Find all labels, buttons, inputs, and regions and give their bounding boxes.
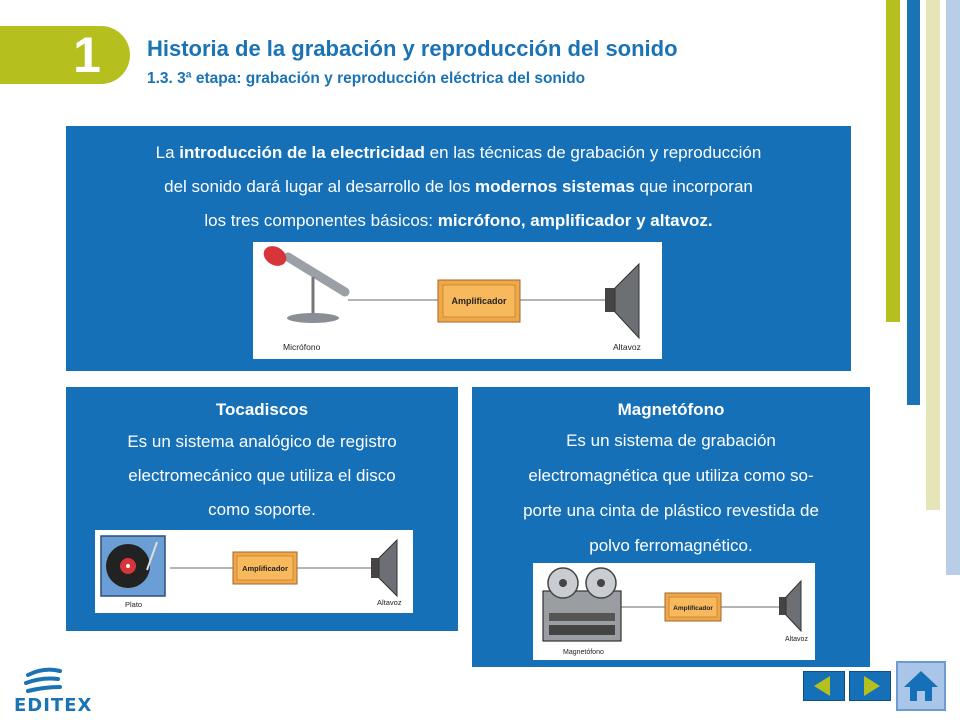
page-title: Historia de la grabación y reproducción del sonido (147, 36, 678, 61)
turntable-label: Plato (125, 600, 143, 609)
arrow-left-icon (804, 672, 844, 700)
speaker-label: Altavoz (785, 636, 808, 643)
intro-text: La introducción de la electricidad en las técnicas de grabación y reproducción del sonido dará lugar al desarrollo de los modernos sistemas que incorporan los tres componentes básicos: micrófono, amplificador y altavoz. (155, 143, 762, 230)
turntable-amplifier-speaker-diagram (95, 530, 413, 613)
decorative-stripe-cream (926, 0, 940, 510)
tape-recorder-amplifier-speaker-diagram (533, 563, 815, 660)
magnetofono-heading: Magnetófono (617, 400, 725, 419)
arrow-right-icon (850, 672, 890, 700)
magnetofono-text: Magnetófono Es un sistema de grabación electromagnética que utiliza como so- porte una cinta de plástico revestida de polvo ferromagnético. (523, 400, 819, 555)
home-icon (898, 663, 944, 709)
microphone-label: Micrófono (283, 342, 321, 352)
speaker-icon (605, 264, 639, 338)
microphone-amplifier-speaker-diagram (253, 242, 662, 359)
home-button[interactable] (896, 661, 946, 711)
tape-recorder-label: Magnetófono (563, 649, 604, 656)
editex-logo-icon (14, 665, 94, 699)
page-subtitle: 1.3. 3ª etapa: grabación y reproducción eléctrica del sonido (147, 70, 586, 87)
speaker-label: Altavoz (377, 598, 402, 607)
decorative-stripe-blue (907, 0, 920, 405)
previous-button[interactable] (803, 671, 845, 701)
amplifier-label: Amplificador (673, 605, 713, 612)
tocadiscos-heading: Tocadiscos (215, 400, 309, 419)
turntable-icon (101, 536, 165, 596)
speaker-label: Altavoz (613, 342, 641, 352)
speaker-icon (371, 540, 397, 596)
decorative-stripe-lightblue (946, 0, 960, 575)
speaker-icon (779, 581, 801, 631)
editex-logo-text: EDITEX (14, 695, 93, 716)
microphone-icon (260, 242, 345, 323)
tape-recorder-icon (543, 568, 621, 641)
next-button[interactable] (849, 671, 891, 701)
amplifier-label: Amplificador (242, 564, 288, 573)
decorative-stripe-green (886, 0, 900, 322)
chapter-number: 1 (73, 27, 101, 83)
tocadiscos-text: Tocadiscos Es un sistema analógico de registro electromecánico que utiliza el disco como soporte. (127, 400, 397, 519)
amplifier-label: Amplificador (451, 296, 507, 306)
